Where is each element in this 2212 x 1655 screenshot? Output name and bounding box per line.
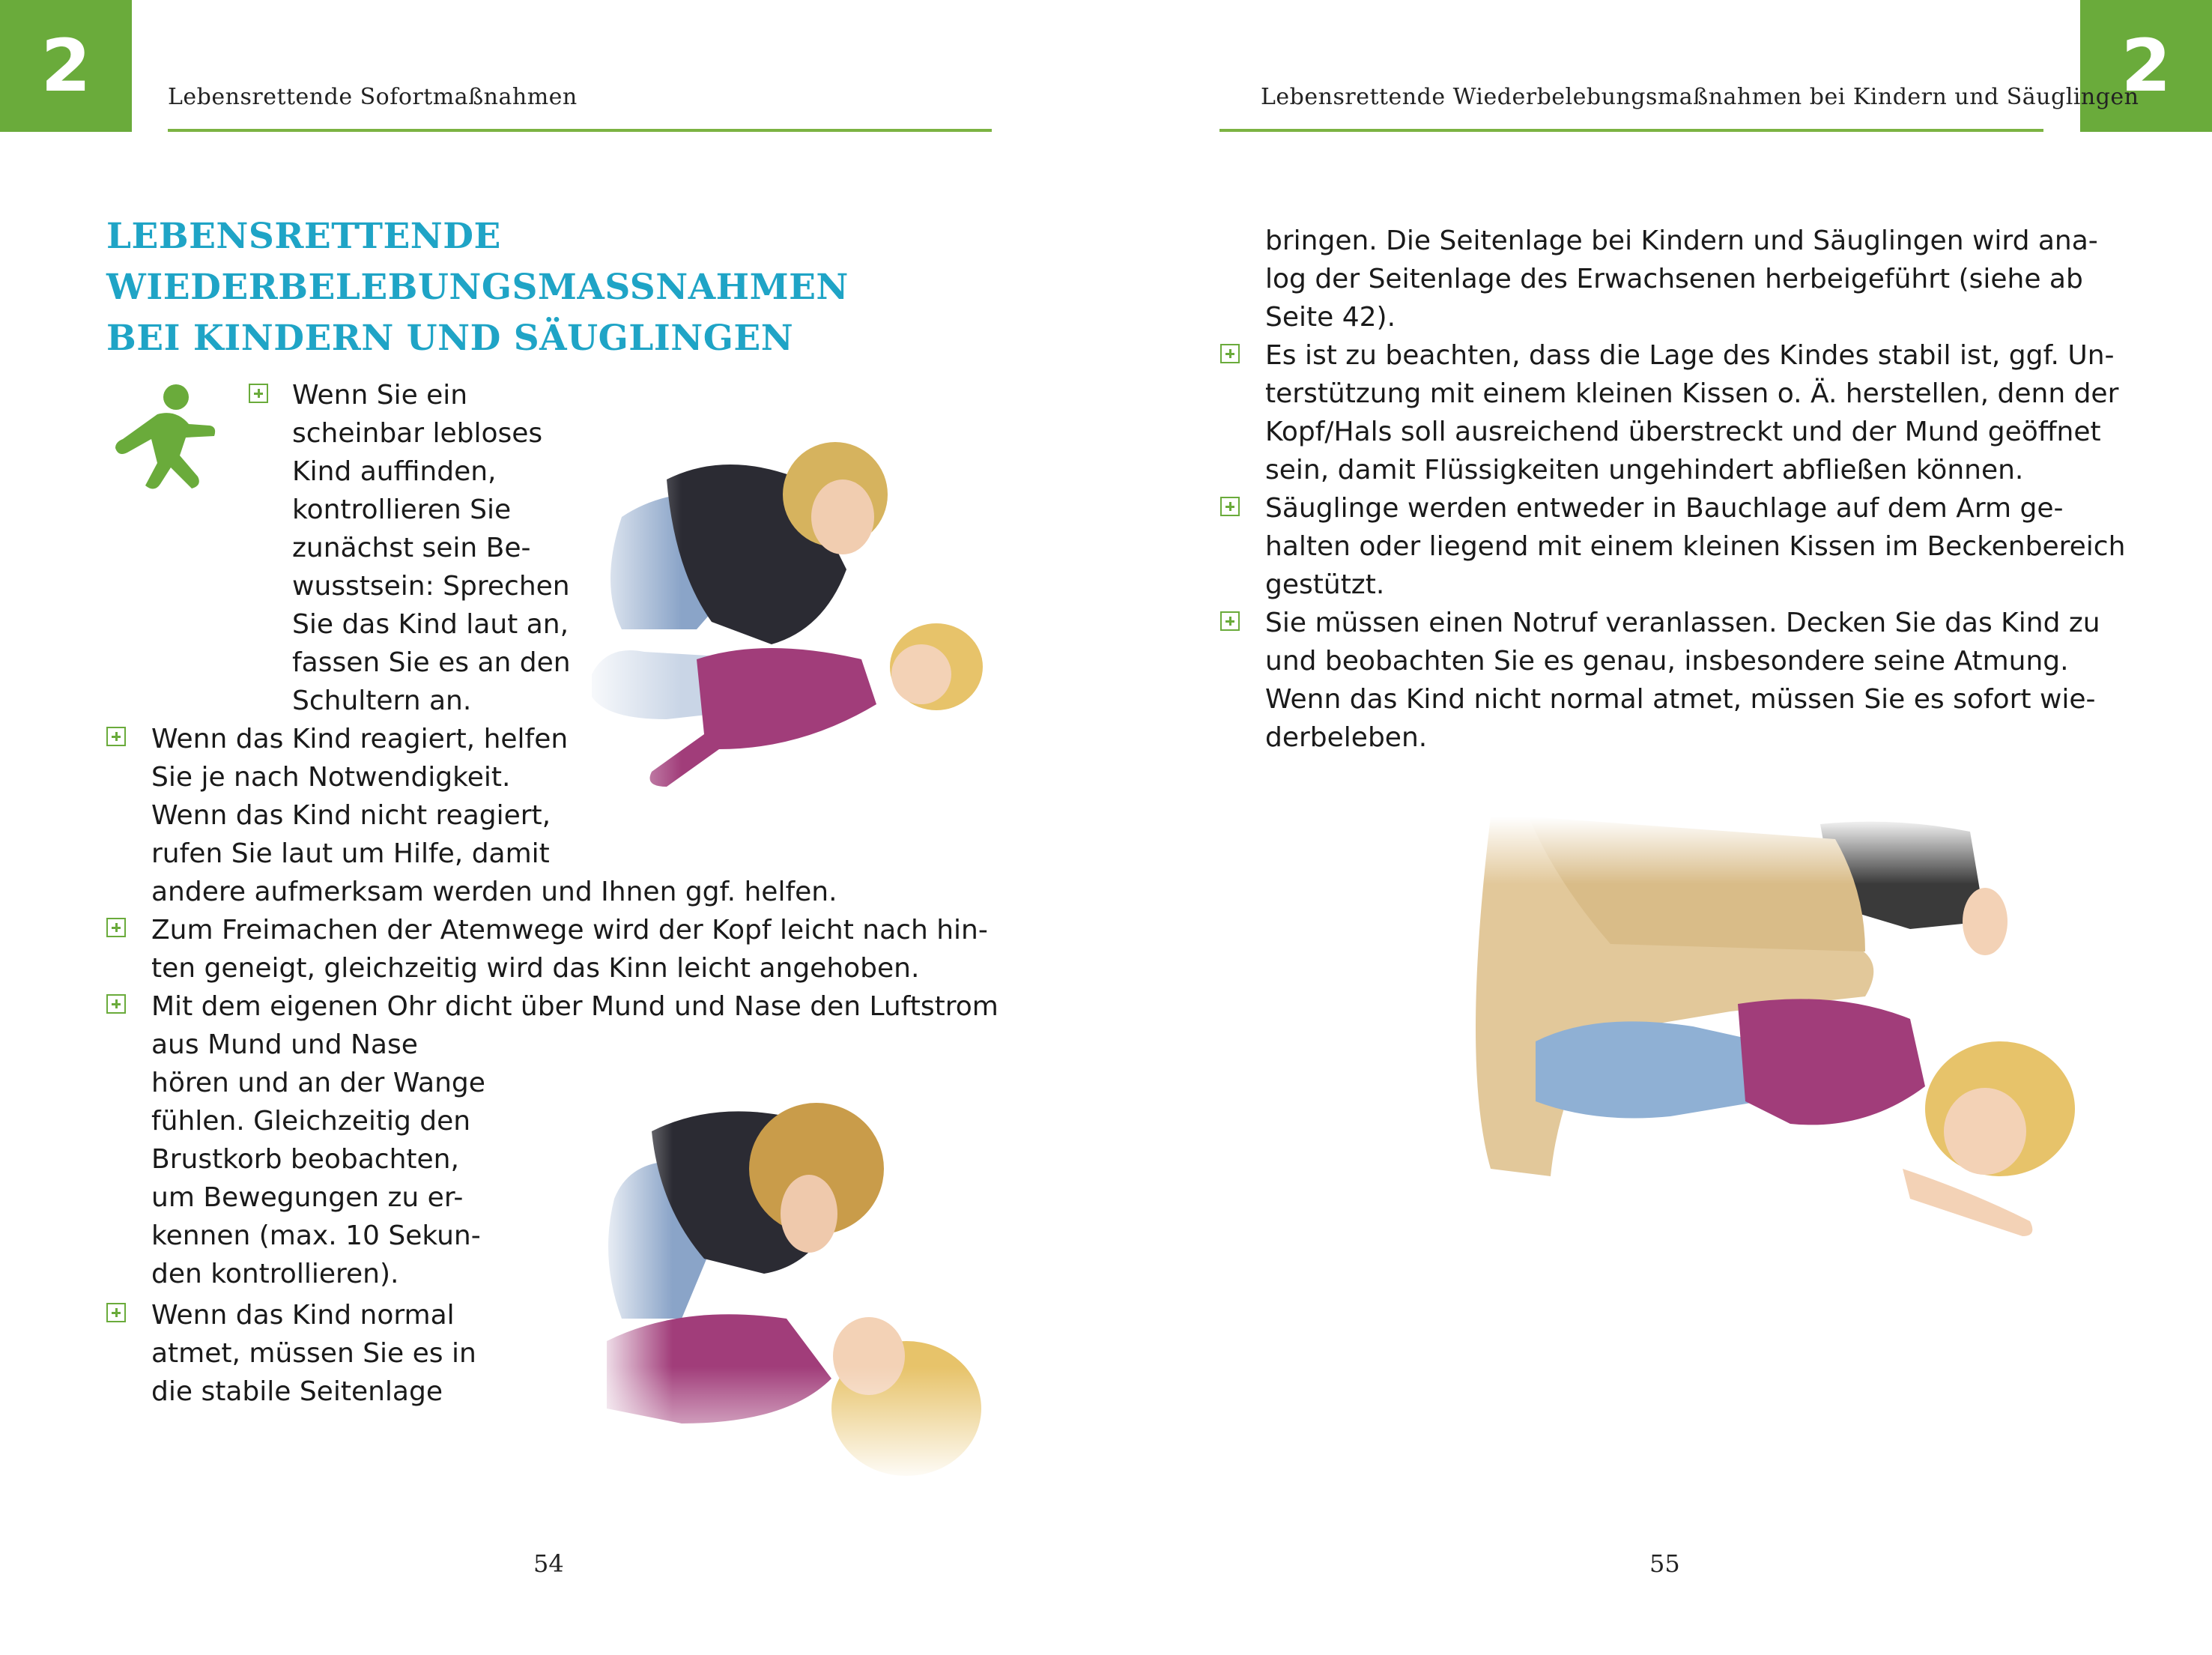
bullet-text: Wenn das Kind normal <box>151 1300 455 1331</box>
bullet-text: aus Mund und Nase <box>151 1029 418 1060</box>
bullet-text: Säuglinge werden entweder in Bauchlage auf dem Arm ge- <box>1265 493 2064 524</box>
paragraph-text: bringen. Die Seitenlage bei Kindern und Säuglingen wird ana- <box>1265 226 2098 256</box>
title-line: BEI KINDERN UND SÄUGLINGEN <box>106 318 794 359</box>
header-rule-right <box>1219 129 2043 132</box>
bullet-marker <box>1220 344 1240 363</box>
bullet-text: andere aufmerksam werden und Ihnen ggf. helfen. <box>151 877 837 907</box>
bullet-marker <box>1220 497 1240 516</box>
bullet-text: den kontrollieren). <box>151 1259 399 1289</box>
bullet-text: atmet, müssen Sie es in <box>151 1338 476 1369</box>
bullet-text: terstützung mit einem kleinen Kissen o. Ä. herstellen, denn der <box>1265 378 2119 409</box>
bullet-text: die stabile Seitenlage <box>151 1376 443 1407</box>
bullet-marker <box>106 994 126 1014</box>
bullet-text: ten geneigt, gleichzeitig wird das Kinn leicht angehoben. <box>151 953 920 984</box>
bullet-text: Sie je nach Notwendigkeit. <box>151 762 511 793</box>
bullet-marker <box>106 918 126 937</box>
bullet-text: zunächst sein Be- <box>292 533 531 563</box>
illustration-check-consciousness <box>577 435 996 809</box>
paragraph-text: Seite 42). <box>1265 302 1396 333</box>
bullet-text: sein, damit Flüssigkeiten ungehindert abfließen können. <box>1265 455 2024 485</box>
bullet-text: Schultern an. <box>292 686 472 716</box>
bullet-text: Sie das Kind laut an, <box>292 609 569 640</box>
illustration-check-breathing <box>592 1094 996 1483</box>
paragraph-text: log der Seitenlage des Erwachsenen herbeigeführt (siehe ab <box>1265 264 2083 294</box>
bullet-text: um Bewegungen zu er- <box>151 1182 464 1213</box>
page-number-left: 54 <box>533 1549 564 1578</box>
chapter-number: 2 <box>2121 24 2172 108</box>
bullet-text: scheinbar lebloses <box>292 418 543 449</box>
page-title <box>106 211 849 364</box>
running-head-left: Lebensrettende Sofortmaßnahmen <box>168 84 578 110</box>
bullet-text: gestützt. <box>1265 569 1385 600</box>
bullet-text: Wenn das Kind nicht reagiert, <box>151 800 551 831</box>
bullet-text: Kind auffinden, <box>292 456 497 487</box>
running-child-icon <box>105 381 225 500</box>
bullet-marker <box>106 1303 126 1322</box>
bullet-marker <box>106 727 126 746</box>
bullet-text: rufen Sie laut um Hilfe, damit <box>151 838 550 869</box>
bullet-text: derbeleben. <box>1265 722 1428 753</box>
bullet-text: Wenn das Kind reagiert, helfen <box>151 724 569 754</box>
running-head-right: Lebensrettende Wiederbelebungsmaßnahmen bei Kindern und Säuglingen <box>1261 84 2139 110</box>
bullet-text: wusstsein: Sprechen <box>292 571 570 602</box>
bullet-text: Es ist zu beachten, dass die Lage des Kindes stabil ist, ggf. Un- <box>1265 340 2115 371</box>
bullet-text: und beobachten Sie es genau, insbesondere seine Atmung. <box>1265 646 2069 677</box>
chapter-tab-left <box>0 0 132 132</box>
title-line: WIEDERBELEBUNGSMASSNAHMEN <box>106 267 849 308</box>
chapter-number: 2 <box>40 24 91 108</box>
bullet-marker <box>249 384 268 403</box>
header-rule-left <box>168 129 992 132</box>
bullet-text: Mit dem eigenen Ohr dicht über Mund und Nase den Luftstrom <box>151 991 999 1022</box>
title-line: LEBENSRETTENDE <box>106 216 501 257</box>
bullet-text: Wenn Sie ein <box>292 380 468 411</box>
bullet-marker <box>1220 611 1240 631</box>
page-number-right: 55 <box>1649 1549 1680 1578</box>
bullet-text: fühlen. Gleichzeitig den <box>151 1106 471 1137</box>
bullet-text: halten oder liegend mit einem kleinen Kissen im Beckenbereich <box>1265 531 2126 562</box>
bullet-text: kennen (max. 10 Sekun- <box>151 1220 481 1251</box>
bullet-text: Wenn das Kind nicht normal atmet, müssen Sie es sofort wie- <box>1265 684 2096 715</box>
chapter-tab-right <box>2080 0 2212 132</box>
bullet-text: fassen Sie es an den <box>292 647 571 678</box>
bullet-text: Brustkorb beobachten, <box>151 1144 459 1175</box>
bullet-text: Zum Freimachen der Atemwege wird der Kopf leicht nach hin- <box>151 915 988 946</box>
bullet-text: kontrollieren Sie <box>292 494 512 525</box>
bullet-text: hören und an der Wange <box>151 1068 485 1098</box>
bullet-text: Kopf/Hals soll ausreichend überstreckt und der Mund geöffnet <box>1265 417 2101 447</box>
bullet-text: Sie müssen einen Notruf veranlassen. Decken Sie das Kind zu <box>1265 608 2100 638</box>
illustration-cover-child <box>1446 817 2127 1266</box>
